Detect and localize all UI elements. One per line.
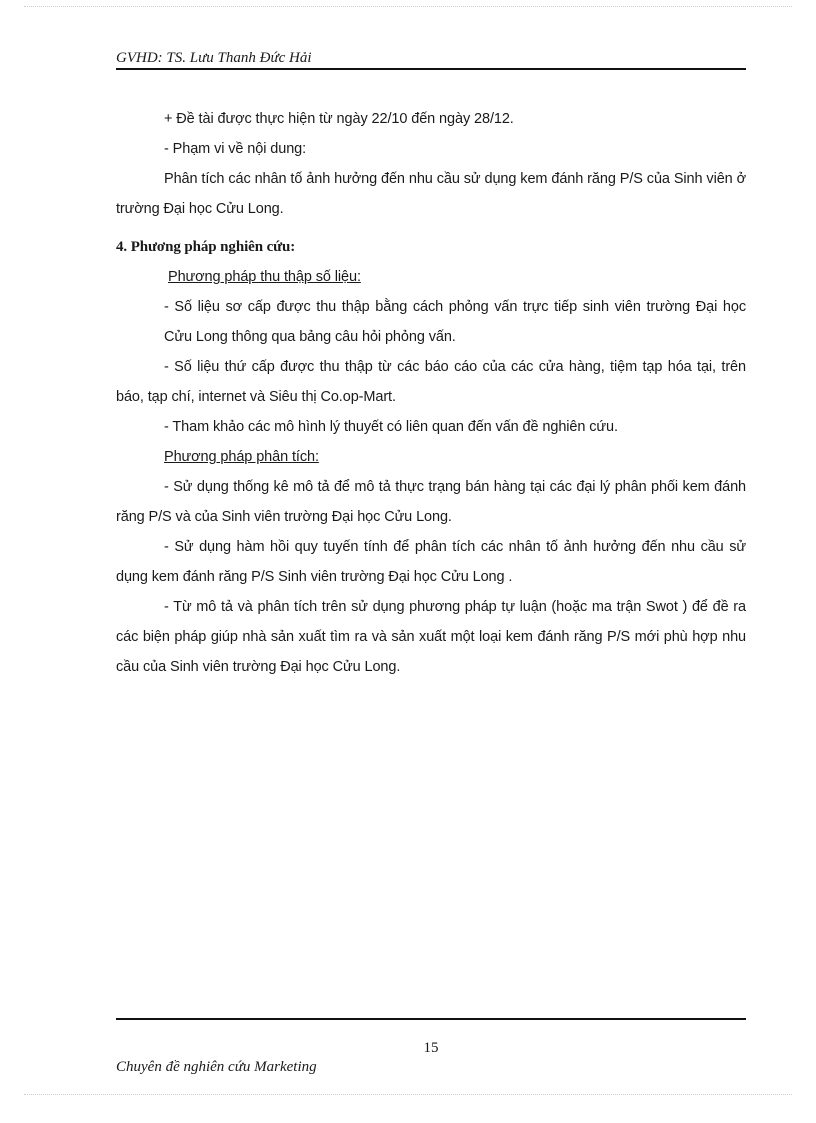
- content-scope-label: - Phạm vi về nội dung:: [164, 141, 307, 157]
- swot-paragraph: - Từ mô tả và phân tích trên sử dụng phương pháp tự luận (hoặc ma trận Swot ) để đề ra các biện pháp giúp nhà sản xuất tìm ra và sản xuất một loại kem đánh răng P/S mới phù hợp nhu cầu của Sinh viên trường Đại học Cửu Long.: [116, 599, 746, 675]
- secondary-data-paragraph: - Số liệu thứ cấp được thu thập từ các báo cáo của các cửa hàng, tiệm tạp hóa tại, trên báo, tạp chí, internet và Siêu thị Co.op-Mart.: [116, 359, 746, 405]
- header-rule: [116, 68, 746, 70]
- page-bottom-border: [24, 1094, 792, 1095]
- analysis-heading: Phương pháp phân tích:: [164, 449, 319, 465]
- time-scope-paragraph: + Đề tài được thực hiện từ ngày 22/10 đến ngày 28/12.: [164, 111, 514, 127]
- page-number: 15: [423, 1040, 439, 1056]
- section-title-methods: 4. Phương pháp nghiên cứu:: [116, 239, 296, 255]
- regression-paragraph: - Sử dụng hàm hồi quy tuyến tính để phân tích các nhân tố ảnh hưởng đến nhu cầu sử dụng kem đánh răng P/S Sinh viên trường Đại học Cửu Long .: [116, 539, 746, 585]
- page-footer: Chuyên đề nghiên cứu Marketing: [116, 1059, 317, 1075]
- primary-data-paragraph: - Số liệu sơ cấp được thu thập bằng cách phỏng vấn trực tiếp sinh viên trường Đại học Cửu Long thông qua bảng câu hỏi phỏng vấn.: [164, 299, 746, 345]
- footer-rule: [116, 1018, 746, 1020]
- theory-models-paragraph: - Tham khảo các mô hình lý thuyết có liên quan đến vấn đề nghiên cứu.: [164, 419, 618, 435]
- page-content: [116, 104, 746, 682]
- content-scope-paragraph: Phân tích các nhân tố ảnh hưởng đến nhu cầu sử dụng kem đánh răng P/S của Sinh viên ở trường Đại học Cửu Long.: [116, 171, 746, 217]
- descriptive-stats-paragraph: - Sử dụng thống kê mô tả để mô tả thực trạng bán hàng tại các đại lý phân phối kem đánh răng P/S và của Sinh viên trường Đại học Cửu Long.: [116, 479, 746, 525]
- page-header: GVHD: TS. Lưu Thanh Đức Hải: [116, 50, 312, 66]
- page-top-border: [24, 6, 792, 7]
- data-collection-heading: Phương pháp thu thập số liệu:: [168, 269, 361, 285]
